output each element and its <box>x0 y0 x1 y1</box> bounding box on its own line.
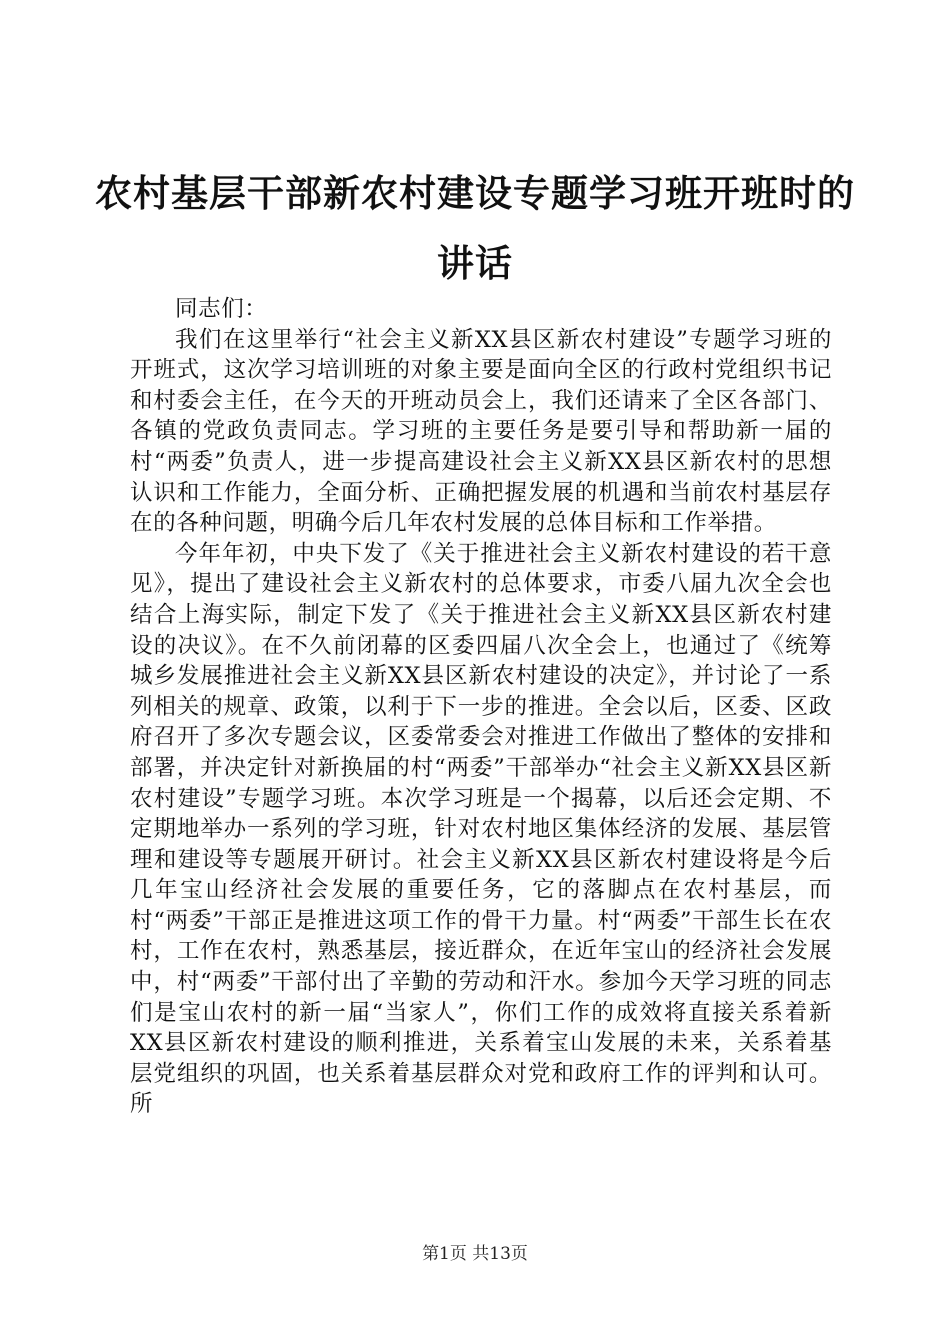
document-body <box>130 294 832 1120</box>
page-number-footer: 第1页 共13页 <box>422 1244 528 1264</box>
salutation: 同志们： <box>175 296 268 322</box>
document-title: 农村基层干部新农村建设专题学习班开班时的讲话 <box>95 171 855 285</box>
paragraph-2: 今年年初，中央下发了《关于推进社会主义新农村建设的若干意见》，提出了建设社会主义新农村的总体要求，市委八届九次全会也结合上海实际，制定下发了《关于推进社会主义新XX县区新农村建设的决议》。在不久前闭幕的区委四届八次全会上，也通过了《统筹城乡发展推进社会主义新XX县区新农村建设的决定》，并讨论了一系列相关的规章、政策，以利于下一步的推进。全会以后，区委、区政府召开了多次专题会议，区委常委会对推进工作做出了整体的安排和部署，并决定针对新换届的村“两委”干部举办“社会主义新XX县区新农村建设”专题学习班。本次学习班是一个揭幕，以后还会定期、不定期地举办一系列的学习班，针对农村地区集体经济的发展、基层管理和建设等专题展开研讨。社会主义新XX县区新农村建设将是今后几年宝山经济社会发展的重要任务，它的落脚点在农村基层，而村“两委”干部正是推进这项工作的骨干力量。村“两委”干部生长在农村，工作在农村，熟悉基层，接近群众，在近年宝山的经济社会发展中，村“两委”干部付出了辛勤的劳动和汗水。参加今天学习班的同志们是宝山农村的新一届“当家人”，你们工作的成效将直接关系着新XX县区新农村建设的顺利推进，关系着宝山发展的未来，关系着基层党组织的巩固，也关系着基层群众对党和政府工作的评判和认可。所 <box>130 540 832 1118</box>
paragraph-1: 我们在这里举行“社会主义新XX县区新农村建设”专题学习班的开班式，这次学习培训班的对象主要是面向全区的行政村党组织书记和村委会主任，在今天的开班动员会上，我们还请来了全区各部门、各镇的党政负责同志。学习班的主要任务是要引导和帮助新一届的村“两委”负责人，进一步提高建设社会主义新XX县区新农村的思想认识和工作能力，全面分析、正确把握发展的机遇和当前农村基层存在的各种问题，明确今后几年农村发展的总体目标和工作举措。 <box>130 326 832 537</box>
